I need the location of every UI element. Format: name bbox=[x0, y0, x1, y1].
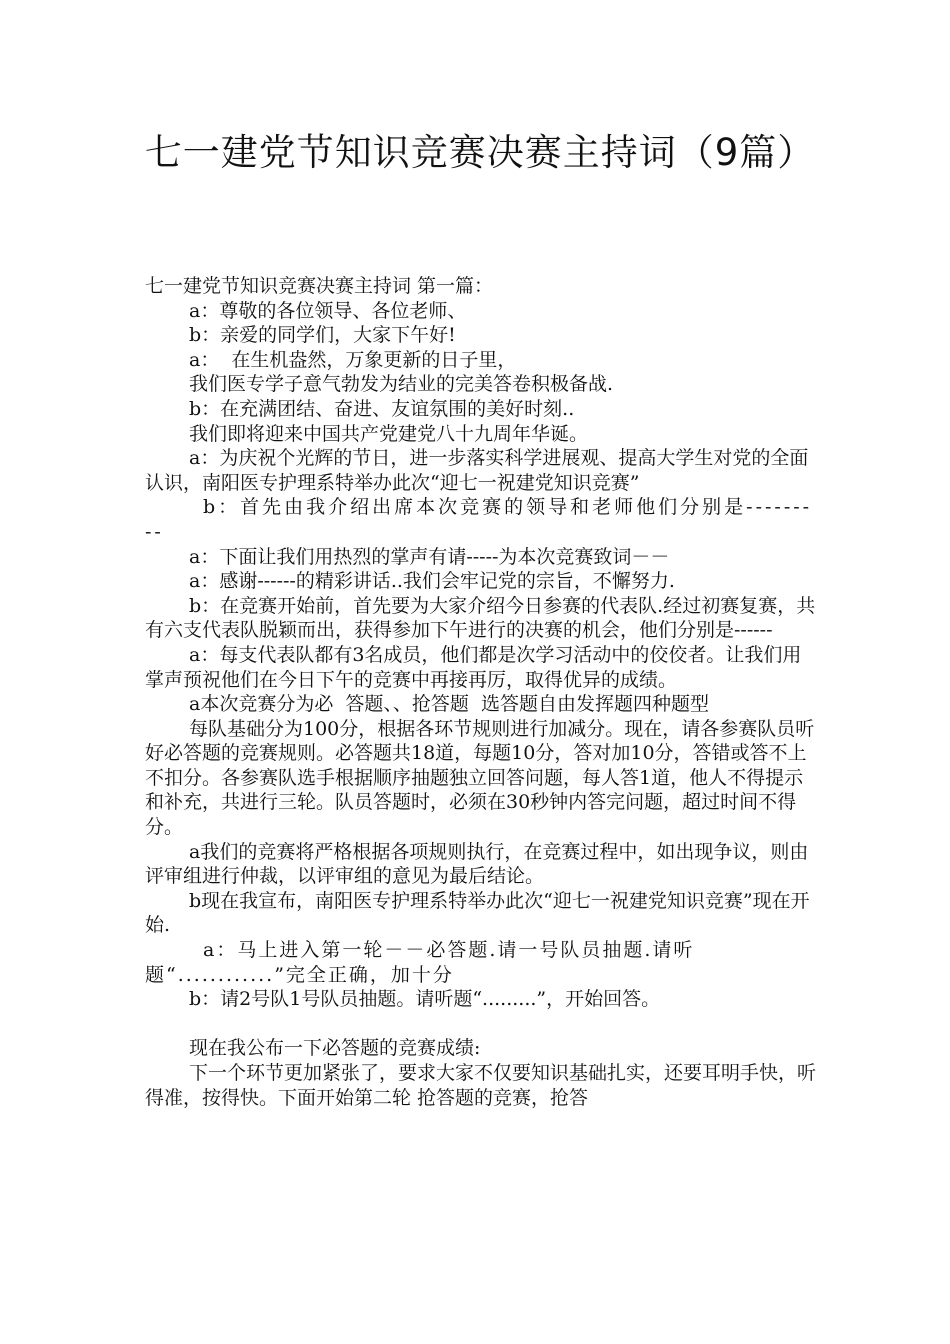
paragraph: b：在充满团结、奋进、友谊氛围的美好时刻.. bbox=[189, 397, 575, 420]
paragraph: b：在竞赛开始前，首先要为大家介绍今日参赛的代表队.经过初赛复赛，共有六支代表队脱颖而出，获得参加下午进行的决赛的机会，他们分别是------ bbox=[145, 594, 816, 642]
paragraph: a： 在生机盎然，万象更新的日子里， bbox=[189, 348, 517, 371]
paragraph: 下一个环节更加紧张了，要求大家不仅要知识基础扎实，还要耳明手快，听得准，按得快。下面开始第二轮 抢答题的竞赛，抢答 bbox=[145, 1062, 817, 1109]
paragraph: b：请2号队1号队员抽题。请听题“.........”，开始回答。 bbox=[189, 988, 661, 1011]
paragraph: a：马上进入第一轮－－必答题.请一号队员抽题.请听题“............”完全正确，加十分 bbox=[145, 939, 695, 986]
blank-line bbox=[145, 1012, 817, 1037]
paragraph: a：尊敬的各位领导、各位老师、 bbox=[189, 299, 467, 322]
paragraph: b：亲爱的同学们，大家下午好! bbox=[189, 324, 456, 347]
paragraph: 我们即将迎来中国共产党建党八十九周年华诞。 bbox=[189, 422, 589, 445]
paragraph: a：感谢------的精彩讲话..我们会牢记党的宗旨，不懈努力. bbox=[189, 570, 675, 593]
paragraph-heading: 七一建党节知识竞赛决赛主持词 第一篇： bbox=[145, 275, 494, 297]
paragraph: b：首先由我介绍出席本次竞赛的领导和老师他们分别是--------- bbox=[145, 496, 813, 543]
paragraph: 每队基础分为100分，根据各环节规则进行加减分。现在，请各参赛队员听好必答题的竞赛规则。必答题共18道，每题10分，答对加10分，答错或答不上不扣分。各参赛队选手根据顺序抽题独立回答问题，每人答1道，他人不得提示和补充，共进行三轮。队员答题时，必须在30秒钟内答完问题，超过时间不得分。 bbox=[145, 717, 815, 839]
document-body bbox=[145, 274, 817, 1110]
paragraph: a我们的竞赛将严格根据各项规则执行，在竞赛过程中，如出现争议，则由评审组进行仲裁，以评审组的意见为最后结论。 bbox=[145, 840, 809, 888]
paragraph: a：下面让我们用热烈的掌声有请-----为本次竞赛致词－－ bbox=[189, 545, 670, 568]
paragraph: 现在我公布一下必答题的竞赛成绩: bbox=[189, 1037, 481, 1060]
document-title: 七一建党节知识竞赛决赛主持词（9篇） bbox=[144, 131, 816, 174]
paragraph: a本次竞赛分为必 答题、、抢答题 选答题自由发挥题四种题型 bbox=[189, 693, 709, 716]
paragraph: a：每支代表队都有3名成员，他们都是次学习活动中的佼佼者。让我们用掌声预祝他们在今日下午的竞赛中再接再厉，取得优异的成绩。 bbox=[145, 643, 802, 691]
paragraph: a：为庆祝个光辉的节日，进一步落实科学进展观、提高大学生对党的全面认识，南阳医专护理系特举办此次“迎七一祝建党知识竞赛” bbox=[145, 447, 809, 494]
paragraph: 我们医专学子意气勃发为结业的完美答卷积极备战. bbox=[189, 373, 614, 396]
paragraph: b现在我宣布，南阳医专护理系特举办此次“迎七一祝建党知识竞赛”现在开始. bbox=[145, 889, 810, 937]
